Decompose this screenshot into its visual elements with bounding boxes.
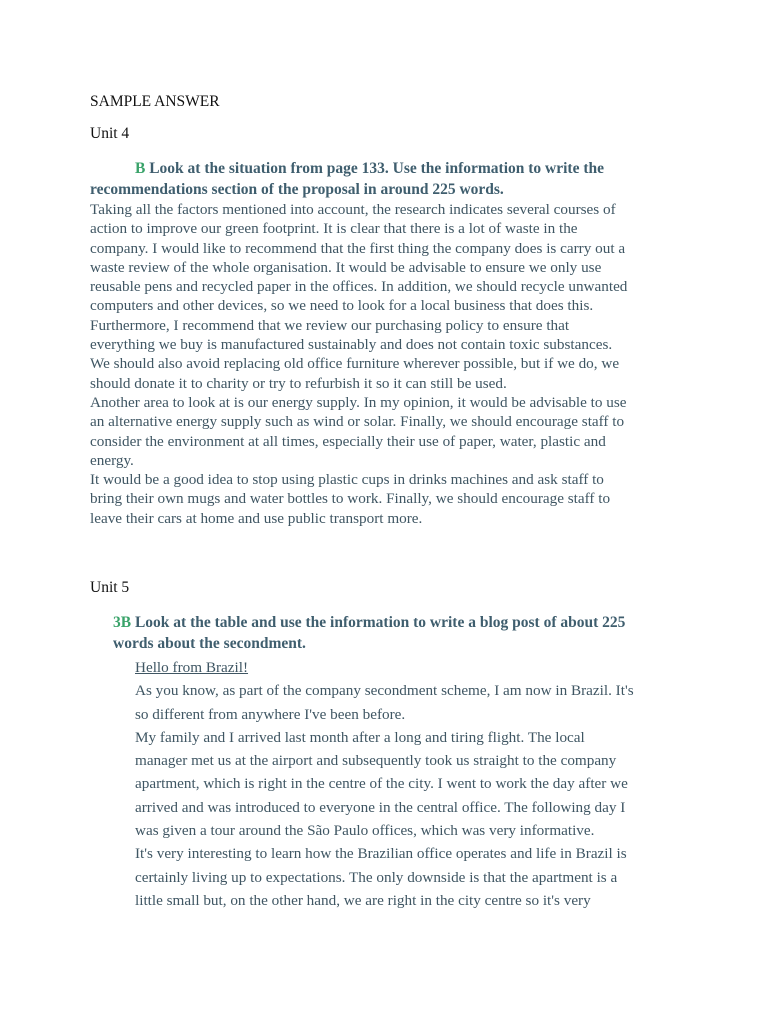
unit-5-task-marker: 3B <box>113 614 132 631</box>
blog-line: manager met us at the airport and subsequently took us straight to the company <box>135 752 617 770</box>
blog-line: apartment, which is right in the centre of the city. I went to work the day after we <box>135 775 628 793</box>
blog-line: It's very interesting to learn how the Brazilian office operates and life in Brazil is <box>135 845 627 863</box>
blog-line: My family and I arrived last month after a long and tiring flight. The local <box>135 728 585 746</box>
unit-5-label: Unit 5 <box>90 579 130 596</box>
answer-line: should donate it to charity or try to refurbish it so it can still be used. <box>90 374 507 392</box>
unit-4-task-text-1: Look at the situation from page 133. Use the information to write the <box>149 160 604 177</box>
answer-line: company. I would like to recommend that the first thing the company does is carry out a <box>90 239 626 257</box>
blog-line: was given a tour around the São Paulo offices, which was very informative. <box>135 822 595 840</box>
page-title: SAMPLE ANSWER <box>90 93 220 110</box>
unit-5-task-heading <box>113 612 713 654</box>
answer-line: computers and other devices, so we need to look for a local business that does this. <box>90 297 594 315</box>
blog-line: arrived and was introduced to everyone in the central office. The following day I <box>135 798 626 816</box>
unit-4-label: Unit 4 <box>90 125 130 142</box>
unit-4-answer-body <box>90 200 680 528</box>
unit-5-task-line-1 <box>113 612 713 633</box>
unit-5-blog-body <box>135 656 695 912</box>
unit-4-task-heading <box>90 158 690 200</box>
answer-line: Another area to look at is our energy supply. In my opinion, it would be advisable to use <box>90 393 627 411</box>
blog-line: so different from anywhere I've been before. <box>135 705 406 723</box>
answer-line: We should also avoid replacing old office furniture wherever possible, but if we do, we <box>90 355 620 373</box>
answer-line: action to improve our green footprint. It is clear that there is a lot of waste in the <box>90 220 578 238</box>
blog-title: Hello from Brazil! <box>135 659 249 676</box>
answer-line: waste review of the whole organisation. It would be advisable to ensure we only use <box>90 258 602 276</box>
answer-line: leave their cars at home and use public transport more. <box>90 509 423 527</box>
answer-line: bring their own mugs and water bottles to work. Finally, we should encourage staff to <box>90 490 611 508</box>
answer-line: an alternative energy supply such as wind or solar. Finally, we should encourage staff to <box>90 413 625 431</box>
blog-line: As you know, as part of the company secondment scheme, I am now in Brazil. It's <box>135 682 634 700</box>
answer-line: energy. <box>90 451 134 469</box>
answer-line: reusable pens and recycled paper in the offices. In addition, we should recycle unwanted <box>90 278 628 296</box>
answer-line: everything we buy is manufactured sustainably and does not contain toxic substances. <box>90 336 613 354</box>
unit-4-task-line-1 <box>90 158 690 179</box>
blog-line: certainly living up to expectations. The only downside is that the apartment is a <box>135 868 618 886</box>
unit-5-task-text-1: Look at the table and use the information to write a blog post of about 225 <box>134 614 626 631</box>
answer-line: Furthermore, I recommend that we review our purchasing policy to ensure that <box>90 316 570 334</box>
unit-4-task-marker: B <box>135 160 146 177</box>
blog-line: little small but, on the other hand, we are right in the city centre so it's very <box>135 891 591 909</box>
unit-5-task-line-2: words about the secondment. <box>113 635 306 652</box>
answer-line: Taking all the factors mentioned into account, the research indicates several courses of <box>90 201 616 218</box>
answer-line: consider the environment at all times, especially their use of paper, water, plastic and <box>90 432 606 450</box>
unit-4-task-line-2: recommendations section of the proposal in around 225 words. <box>90 181 504 198</box>
answer-line: It would be a good idea to stop using plastic cups in drinks machines and ask staff to <box>90 471 604 489</box>
